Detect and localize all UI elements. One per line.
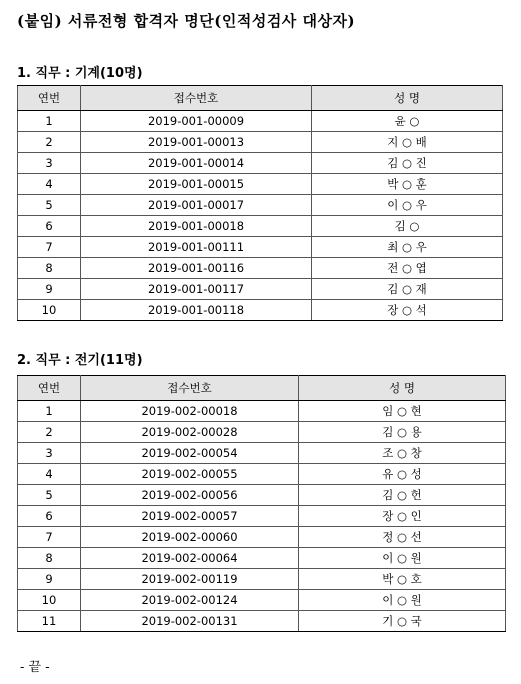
cell-no: 4 — [18, 464, 81, 485]
cell-name: 유 ○ 성 — [299, 464, 506, 485]
table-header-row — [18, 376, 506, 401]
cell-no: 3 — [18, 443, 81, 464]
cell-no: 2 — [18, 132, 81, 153]
cell-name: 김 ○ 용 — [299, 422, 506, 443]
table-row — [18, 195, 503, 216]
cell-name: 장 ○ 석 — [312, 300, 503, 321]
table-header-row — [18, 86, 503, 111]
electrical-table-body — [18, 401, 506, 632]
cell-receipt-number: 2019-002-00060 — [81, 527, 299, 548]
table-row — [18, 485, 506, 506]
column-header-name: 성 명 — [299, 376, 506, 401]
cell-receipt-number: 2019-001-00015 — [81, 174, 312, 195]
table-row — [18, 401, 506, 422]
cell-name: 전 ○ 엽 — [312, 258, 503, 279]
cell-name: 지 ○ 배 — [312, 132, 503, 153]
cell-no: 9 — [18, 569, 81, 590]
cell-receipt-number: 2019-001-00014 — [81, 153, 312, 174]
cell-receipt-number: 2019-002-00028 — [81, 422, 299, 443]
table-row — [18, 569, 506, 590]
cell-name: 김 ○ — [312, 216, 503, 237]
table-row — [18, 590, 506, 611]
document-title: (붙임) 서류전형 합격자 명단(인적성검사 대상자) — [17, 12, 356, 30]
table-row — [18, 216, 503, 237]
mechanical-applicant-table — [17, 85, 503, 321]
table-row — [18, 153, 503, 174]
electrical-applicant-table — [17, 375, 506, 632]
cell-receipt-number: 2019-002-00055 — [81, 464, 299, 485]
cell-name: 이 ○ 원 — [299, 590, 506, 611]
cell-receipt-number: 2019-001-00009 — [81, 111, 312, 132]
cell-receipt-number: 2019-002-00057 — [81, 506, 299, 527]
table-row — [18, 443, 506, 464]
cell-no: 9 — [18, 279, 81, 300]
table-row — [18, 548, 506, 569]
cell-no: 1 — [18, 401, 81, 422]
table-row — [18, 132, 503, 153]
cell-receipt-number: 2019-002-00119 — [81, 569, 299, 590]
cell-no: 6 — [18, 216, 81, 237]
cell-receipt-number: 2019-002-00056 — [81, 485, 299, 506]
cell-no: 6 — [18, 506, 81, 527]
section-title-electrical: 2. 직무 : 전기(11명) — [17, 353, 143, 368]
cell-receipt-number: 2019-002-00054 — [81, 443, 299, 464]
cell-receipt-number: 2019-001-00116 — [81, 258, 312, 279]
cell-name: 박 ○ 호 — [299, 569, 506, 590]
cell-no: 5 — [18, 485, 81, 506]
cell-name: 정 ○ 선 — [299, 527, 506, 548]
table-row — [18, 174, 503, 195]
cell-name: 최 ○ 우 — [312, 237, 503, 258]
column-header-no: 연번 — [18, 376, 81, 401]
table-row — [18, 279, 503, 300]
cell-name: 이 ○ 원 — [299, 548, 506, 569]
cell-no: 1 — [18, 111, 81, 132]
cell-receipt-number: 2019-002-00018 — [81, 401, 299, 422]
cell-name: 박 ○ 훈 — [312, 174, 503, 195]
cell-name: 윤 ○ — [312, 111, 503, 132]
cell-receipt-number: 2019-002-00131 — [81, 611, 299, 632]
cell-no: 11 — [18, 611, 81, 632]
cell-no: 10 — [18, 300, 81, 321]
table-row — [18, 611, 506, 632]
cell-receipt-number: 2019-002-00124 — [81, 590, 299, 611]
cell-no: 4 — [18, 174, 81, 195]
column-header-receipt-number: 접수번호 — [81, 86, 312, 111]
cell-receipt-number: 2019-001-00118 — [81, 300, 312, 321]
cell-receipt-number: 2019-001-00013 — [81, 132, 312, 153]
cell-no: 5 — [18, 195, 81, 216]
mechanical-table-body — [18, 111, 503, 321]
column-header-name: 성 명 — [312, 86, 503, 111]
end-mark: - 끝 - — [20, 660, 50, 675]
cell-name: 장 ○ 인 — [299, 506, 506, 527]
cell-name: 임 ○ 현 — [299, 401, 506, 422]
cell-no: 8 — [18, 258, 81, 279]
section-title-mechanical: 1. 직무 : 기계(10명) — [17, 66, 143, 81]
cell-name: 김 ○ 진 — [312, 153, 503, 174]
cell-no: 8 — [18, 548, 81, 569]
column-header-no: 연번 — [18, 86, 81, 111]
cell-no: 3 — [18, 153, 81, 174]
cell-receipt-number: 2019-002-00064 — [81, 548, 299, 569]
table-row — [18, 527, 506, 548]
table-row — [18, 258, 503, 279]
table-row — [18, 464, 506, 485]
cell-name: 조 ○ 창 — [299, 443, 506, 464]
cell-no: 7 — [18, 237, 81, 258]
cell-no: 7 — [18, 527, 81, 548]
cell-name: 김 ○ 재 — [312, 279, 503, 300]
cell-receipt-number: 2019-001-00017 — [81, 195, 312, 216]
table-row — [18, 111, 503, 132]
table-row — [18, 506, 506, 527]
cell-no: 2 — [18, 422, 81, 443]
cell-receipt-number: 2019-001-00111 — [81, 237, 312, 258]
column-header-receipt-number: 접수번호 — [81, 376, 299, 401]
cell-no: 10 — [18, 590, 81, 611]
table-row — [18, 422, 506, 443]
cell-name: 이 ○ 우 — [312, 195, 503, 216]
cell-name: 기 ○ 국 — [299, 611, 506, 632]
table-row — [18, 300, 503, 321]
cell-receipt-number: 2019-001-00018 — [81, 216, 312, 237]
cell-name: 김 ○ 헌 — [299, 485, 506, 506]
table-row — [18, 237, 503, 258]
cell-receipt-number: 2019-001-00117 — [81, 279, 312, 300]
